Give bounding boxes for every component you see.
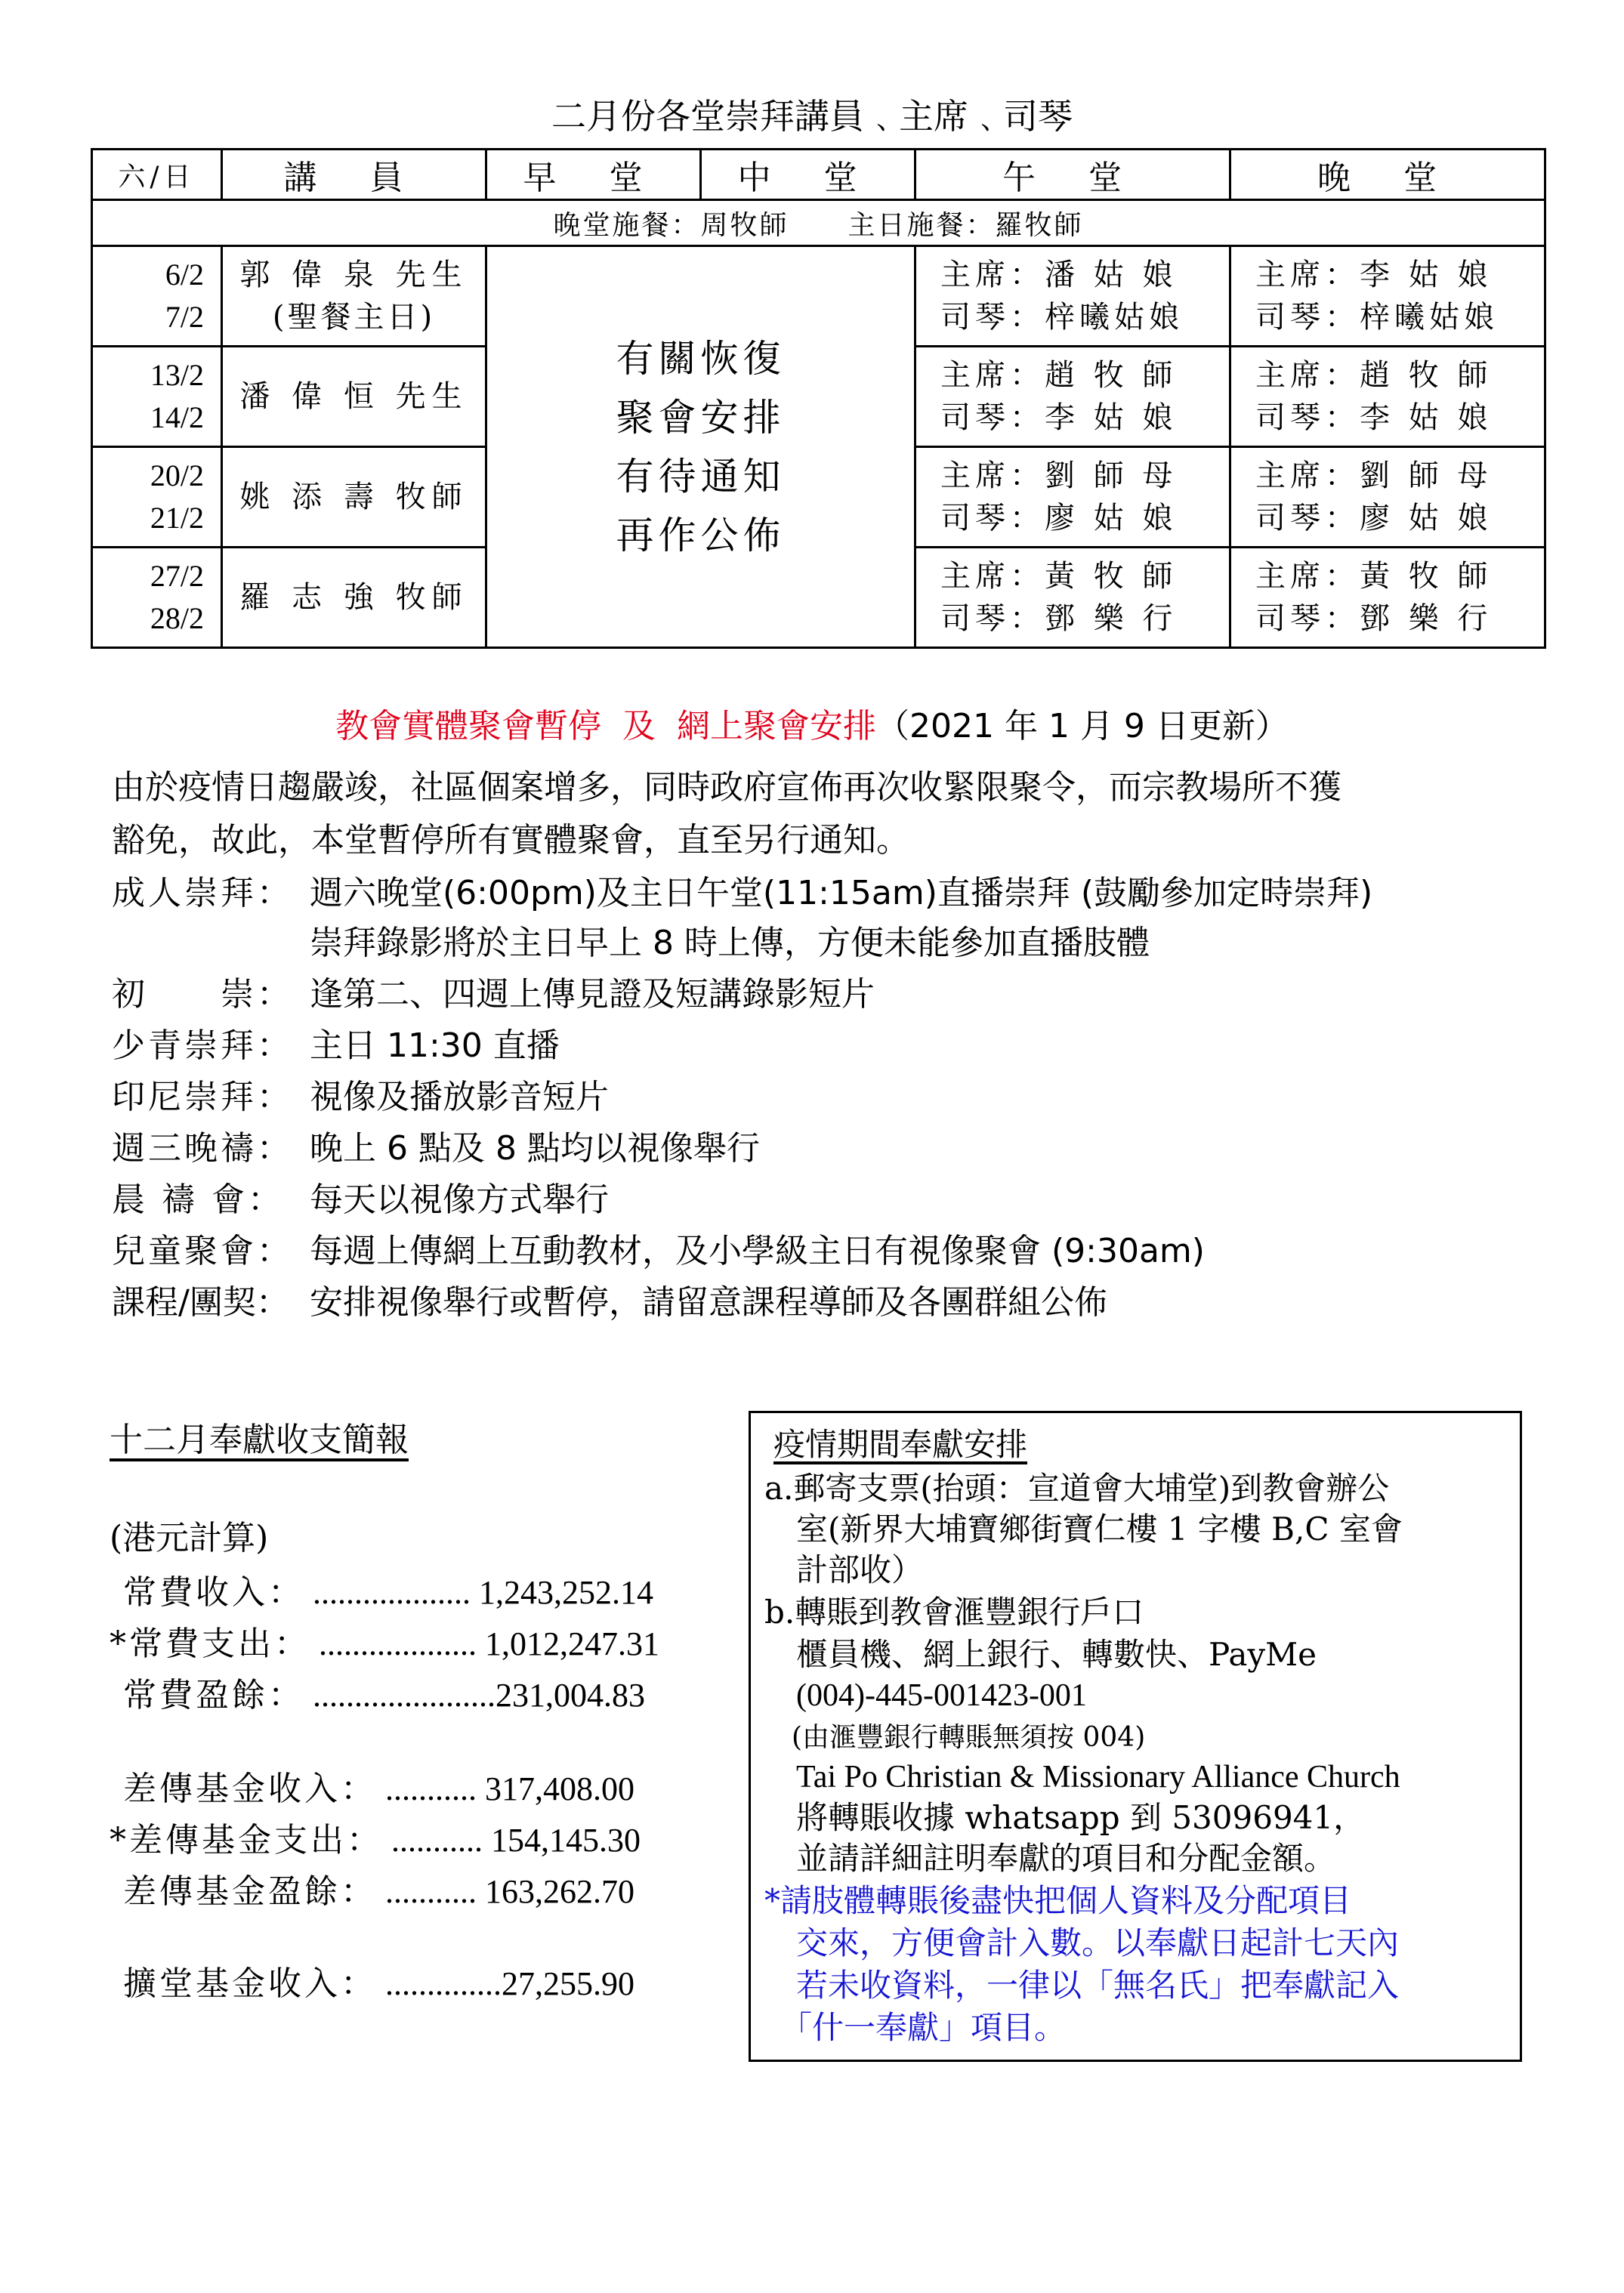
announcement-paragraph-line: 豁免，故此，本堂暫停所有實體聚會，直至另行通知。 [112, 821, 909, 859]
offering-line: (由滙豐銀行轉賬無須按 004) [764, 1722, 1146, 1753]
row-evening [1230, 347, 1545, 447]
chair: 主席：潘 姑 娘 [940, 258, 1178, 292]
pending-line: 有待通知 [616, 454, 786, 498]
arrangement-value: 安排視像舉行或暫停，請留意課程導師及各團群組公佈 [310, 1283, 1107, 1322]
chair: 主席：趙 牧 師 [1255, 358, 1493, 393]
row-evening [1230, 246, 1545, 347]
communion-notice: 晚堂施餐：周牧師 主日施餐：羅牧師 [92, 200, 1545, 246]
arrangement-item [112, 918, 1150, 968]
announcement-body [112, 761, 1532, 867]
row-speaker [222, 447, 486, 548]
pending-line: 聚會安排 [616, 395, 786, 440]
arrangement-item [112, 1021, 560, 1071]
row-speaker [222, 347, 486, 447]
finance-label: 常費盈餘： [110, 1676, 304, 1714]
date-sunday: 21/2 [150, 501, 204, 535]
arrangement-item [112, 1278, 1107, 1328]
date-saturday: 6/2 [165, 258, 204, 292]
row-afternoon [915, 347, 1230, 447]
finance-dots: ................... [310, 1625, 477, 1662]
communion-notice-row [92, 200, 1545, 246]
finance-dots: ........... [383, 1822, 483, 1859]
row-dates [92, 548, 222, 648]
arrangement-item [112, 869, 1372, 918]
arrangement-label: 印尼崇拜： [112, 1078, 293, 1116]
finance-label: 差傳基金收入： [110, 1770, 377, 1808]
speaker-name: 潘 偉 恒 先生 [239, 379, 468, 414]
pianist: 司琴：廖 姑 娘 [940, 501, 1178, 535]
date-sunday: 7/2 [165, 300, 204, 334]
finance-item [110, 1668, 645, 1716]
date-sunday: 28/2 [150, 601, 204, 635]
finance-dots: ...................... [304, 1677, 496, 1714]
header-speaker: 講 員 [222, 150, 486, 200]
arrangement-label: 週三晚禱： [112, 1129, 293, 1168]
row-speaker [222, 246, 486, 347]
finance-item [110, 1956, 634, 2004]
finance-value: 154,145.30 [483, 1822, 641, 1859]
date-saturday: 20/2 [150, 458, 204, 492]
header-evening: 晚 堂 [1230, 150, 1545, 200]
announcement-date: （2021 年 1 月 9 日更新） [876, 707, 1289, 745]
finance-value: 27,255.90 [502, 1965, 634, 2002]
chair: 主席：黃 牧 師 [940, 559, 1178, 594]
finance-value: 1,012,247.31 [477, 1625, 659, 1662]
offering-line: 櫃員機、網上銀行、轉數快、PayMe [764, 1636, 1317, 1673]
arrangement-label: 成人崇拜： [112, 874, 293, 912]
finance-dots: ................... [304, 1574, 471, 1611]
pianist: 司琴：鄧 樂 行 [940, 601, 1178, 636]
arrangement-value: 晚上 6 點及 8 點均以視像舉行 [310, 1129, 760, 1168]
offering-line: 將轉賬收據 whatsapp 到 53096941， [764, 1799, 1366, 1836]
arrangement-label: 兒童聚會： [112, 1232, 293, 1270]
finance-label: 常費收入： [110, 1573, 304, 1612]
announcement-title [0, 699, 1624, 747]
pending-line: 有關恢復 [616, 336, 786, 381]
offering-line: 室(新界大埔寶鄉街寶仁樓 1 字樓 B,C 室會 [764, 1511, 1403, 1548]
row-dates [92, 447, 222, 548]
offering-line: a.郵寄支票(抬頭：宣道會大埔堂)到教會辦公 [764, 1470, 1390, 1507]
row-evening [1230, 548, 1545, 648]
finance-item [110, 1813, 641, 1861]
offering-line: (004)-445-001423-001 [764, 1678, 1087, 1713]
row-afternoon [915, 548, 1230, 648]
header-date: 六/日 [92, 150, 222, 200]
arrangement-label: 少青崇拜： [112, 1026, 293, 1065]
schedule-table [91, 148, 1546, 649]
page-title: 二月份各堂崇拜講員﹑主席﹑司琴 [551, 96, 1073, 137]
row-afternoon [915, 447, 1230, 548]
offering-line: Tai Po Christian & Missionary Alliance Church [764, 1760, 1400, 1795]
header-early: 早 堂 [486, 150, 701, 200]
pending-arrangement [486, 246, 915, 648]
speaker-name: 羅 志 強 牧師 [239, 580, 468, 615]
arrangement-item [112, 1072, 609, 1122]
finance-unit: (港元計算) [110, 1519, 269, 1557]
date-saturday: 13/2 [150, 358, 204, 392]
offering-note: 若未收資料，一律以「無名氏」把奉獻記入 [764, 1967, 1400, 2004]
date-saturday: 27/2 [150, 559, 204, 593]
header-middle: 中 堂 [701, 150, 915, 200]
offering-title: 疫情期間奉獻安排 [773, 1426, 1028, 1463]
row-evening [1230, 447, 1545, 548]
chair: 主席：趙 牧 師 [940, 358, 1178, 393]
arrangement-item [112, 1124, 760, 1174]
offering-note: *請肢體轉賬後盡快把個人資料及分配項目 [764, 1882, 1352, 1919]
offering-line: b.轉賬到教會滙豐銀行戶口 [764, 1594, 1144, 1631]
pianist: 司琴：梓曦姑娘 [1255, 300, 1499, 335]
finance-value: 231,004.83 [496, 1677, 645, 1714]
arrangement-label: 晨 禱 會： [112, 1180, 284, 1219]
chair: 主席：劉 師 母 [1255, 458, 1493, 493]
finance-dots: .............. [377, 1965, 502, 2002]
finance-dots: ........... [377, 1770, 477, 1807]
pianist: 司琴：李 姑 娘 [940, 400, 1178, 435]
arrangement-label: 初 崇： [112, 975, 293, 1014]
pianist: 司琴：李 姑 娘 [1255, 400, 1493, 435]
arrangement-value: 崇拜錄影將於主日早上 8 時上傳，方便未能參加直播肢體 [310, 924, 1150, 962]
finance-label: 差傳基金盈餘： [110, 1872, 377, 1911]
arrangement-value: 每天以視像方式舉行 [310, 1180, 609, 1219]
finance-item [110, 1616, 659, 1665]
arrangement-value: 主日 11:30 直播 [310, 1026, 560, 1065]
speaker-note: (聖餐主日) [272, 300, 436, 335]
announcement-paragraph-line: 由於疫情日趨嚴竣，社區個案增多，同時政府宣佈再次收緊限聚令，而宗教場所不獲 [112, 768, 1341, 807]
row-dates [92, 246, 222, 347]
finance-item [110, 1864, 634, 1912]
finance-value: 317,408.00 [477, 1770, 634, 1807]
speaker-name: 姚 添 壽 牧師 [239, 480, 468, 514]
speaker-name: 郭 偉 泉 先生 [239, 258, 468, 292]
pending-line: 再作公佈 [616, 513, 786, 557]
row-speaker [222, 548, 486, 648]
finance-item [110, 1761, 634, 1810]
row-afternoon [915, 246, 1230, 347]
table-header-row [92, 150, 1545, 200]
offering-box [749, 1411, 1522, 2062]
announcement-title-red: 教會實體聚會暫停 及 網上聚會安排 [335, 707, 877, 745]
offering-line: 並請詳細註明奉獻的項目和分配金額。 [764, 1840, 1336, 1877]
pianist: 司琴：鄧 樂 行 [1255, 601, 1493, 636]
arrangement-label: 課程/團契： [112, 1283, 289, 1322]
row-dates [92, 347, 222, 447]
table-row [92, 246, 1545, 347]
finance-label: *常費支出： [110, 1625, 310, 1663]
date-sunday: 14/2 [150, 400, 204, 434]
chair: 主席：黃 牧 師 [1255, 559, 1493, 594]
arrangement-item [112, 1227, 1205, 1276]
arrangement-value: 週六晚堂(6:00pm)及主日午堂(11:15am)直播崇拜 (鼓勵參加定時崇拜) [310, 874, 1373, 912]
arrangement-item [112, 970, 875, 1020]
pianist: 司琴：廖 姑 娘 [1255, 501, 1493, 535]
finance-title: 十二月奉獻收支簡報 [110, 1421, 409, 1459]
offering-note: 交來，方便會計入數。以奉獻日起計七天內 [764, 1924, 1400, 1961]
offering-note: 「什一奉獻」項目。 [764, 2009, 1067, 2046]
chair: 主席：劉 師 母 [940, 458, 1178, 493]
finance-dots: ........... [377, 1873, 477, 1910]
offering-line: 計部收） [764, 1551, 924, 1588]
pianist: 司琴：梓曦姑娘 [940, 300, 1184, 335]
finance-label: *差傳基金支出： [110, 1821, 383, 1859]
finance-item [110, 1565, 653, 1613]
arrangement-value: 每週上傳網上互動教材，及小學級主日有視像聚會 (9:30am) [310, 1232, 1205, 1270]
arrangement-value: 視像及播放影音短片 [310, 1078, 609, 1116]
arrangement-value: 逢第二、四週上傳見證及短講錄影短片 [310, 975, 875, 1014]
chair: 主席：李 姑 娘 [1255, 258, 1493, 292]
finance-value: 1,243,252.14 [471, 1574, 653, 1611]
arrangement-item [112, 1175, 609, 1225]
finance-label: 擴堂基金收入： [110, 1964, 377, 2003]
header-afternoon: 午 堂 [915, 150, 1230, 200]
finance-value: 163,262.70 [477, 1873, 634, 1910]
